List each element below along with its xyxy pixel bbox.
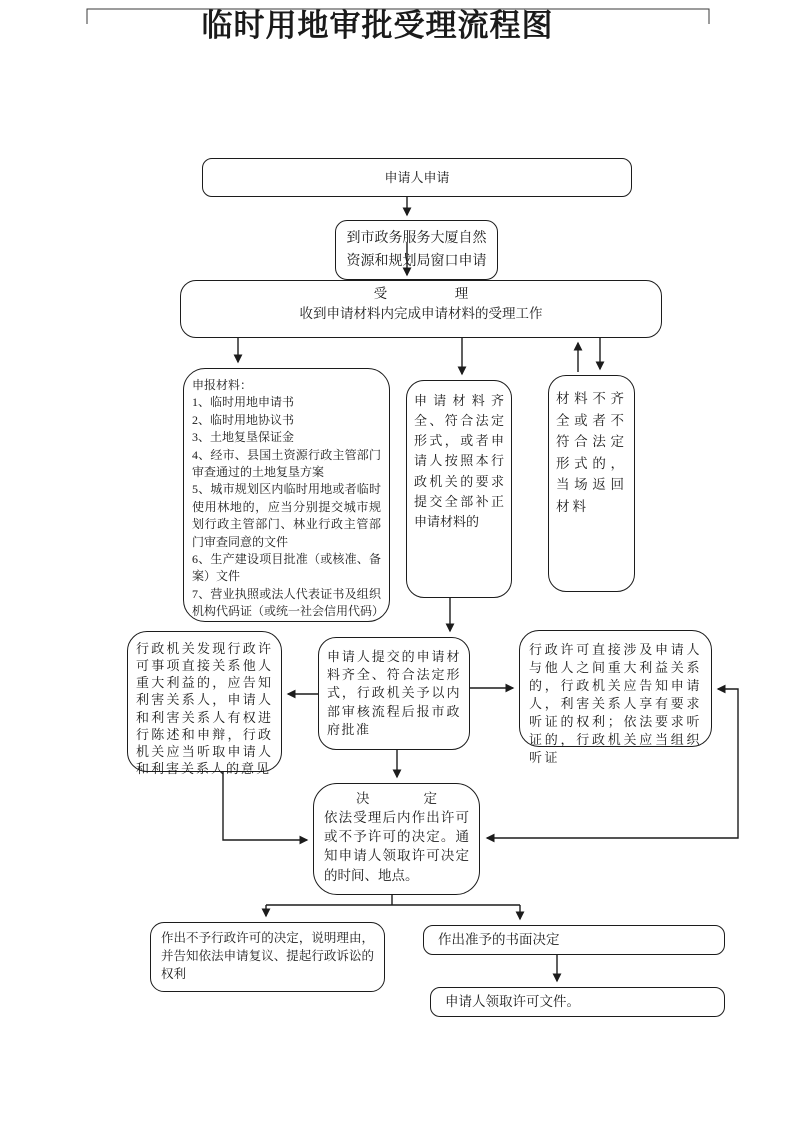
node-notify-interested-parties-label: 行政机关发现行政许可事项直接关系他人重大利益的，应告知利害关系人，申请人和利害关系人有权进行陈述和申辩，行政机关应当听取申请人和利害关系人的意见: [136, 641, 273, 777]
node-materials-complete-label: 申请材料齐全、符合法定形式，或者申请人按照本行政机关的要求提交全部补正申请材料的: [414, 393, 504, 529]
node-materials-incomplete-label: 材料不齐全或者不符合法定形式的，当场返回材料: [556, 391, 627, 514]
node-collect-permit: [430, 987, 725, 1017]
materials-item: 3、土地复垦保证金: [192, 430, 295, 445]
node-approval-decision: [423, 925, 725, 955]
node-materials-incomplete: [548, 375, 635, 592]
page-title: 临时用地审批受理流程图: [201, 8, 554, 43]
node-acceptance: [180, 280, 662, 338]
node-decision: [313, 783, 480, 895]
materials-item: 1、临时用地申请书: [192, 395, 295, 410]
materials-item: 2、临时用地协议书: [192, 412, 295, 427]
node-acceptance-heading: 受 理: [373, 286, 469, 301]
node-denial-decision: [150, 922, 385, 992]
arrow-notify-to-decision: [223, 772, 307, 840]
materials-item: 7、营业执照或法人代表证书及组织机构代码证（或统一社会信用代码）: [192, 586, 385, 619]
node-notify-interested-parties: [127, 631, 282, 777]
materials-item: 4、经市、县国土资源行政主管部门审查通过的土地复垦方案: [192, 447, 381, 479]
node-internal-review: [318, 637, 470, 750]
node-hearing: [519, 630, 712, 765]
materials-item: 5、城市规划区内临时用地或者临时使用林地的，应当分别提交城市规划行政主管部门、林业行政主管部门审查同意的文件: [192, 482, 381, 549]
materials-item: 6、生产建设项目批准（或核准、备案）文件: [192, 551, 381, 584]
node-collect-permit-label: 申请人领取许可文件。: [445, 993, 580, 1009]
materials-heading: 申报材料：: [192, 378, 253, 392]
node-approval-decision-label: 作出准予的书面决定: [438, 931, 560, 947]
node-decision-body: 依法受理后内作出许可或不予许可的决定。通知申请人领取许可决定的时间、地点。: [324, 810, 469, 883]
node-decision-heading: 决 定: [356, 791, 437, 806]
node-window-application-label: 到市政务服务大厦自然资源和规划局窗口申请: [346, 230, 487, 269]
node-denial-decision-label: 作出不予行政许可的决定，说明理由，并告知依法申请复议、提起行政诉讼的权利: [161, 931, 374, 981]
node-window-application: [335, 220, 498, 280]
node-applicant-label: 申请人申请: [384, 169, 450, 185]
node-internal-review-label: 申请人提交的申请材料齐全、符合法定形式，行政机关予以内部审核流程后报市政府批准: [327, 649, 461, 737]
node-materials-complete: [406, 380, 512, 598]
node-acceptance-body: 收到申请材料内完成申请材料的受理工作: [299, 305, 543, 321]
node-hearing-label: 行政许可直接涉及申请人与他人之间重大利益关系的，行政机关应告知申请人，利害关系人享有要求听证的权利；依法要求听证的，行政机关应当组织听证: [529, 642, 702, 765]
node-applicant: [202, 158, 632, 197]
node-application-materials: [183, 368, 390, 622]
